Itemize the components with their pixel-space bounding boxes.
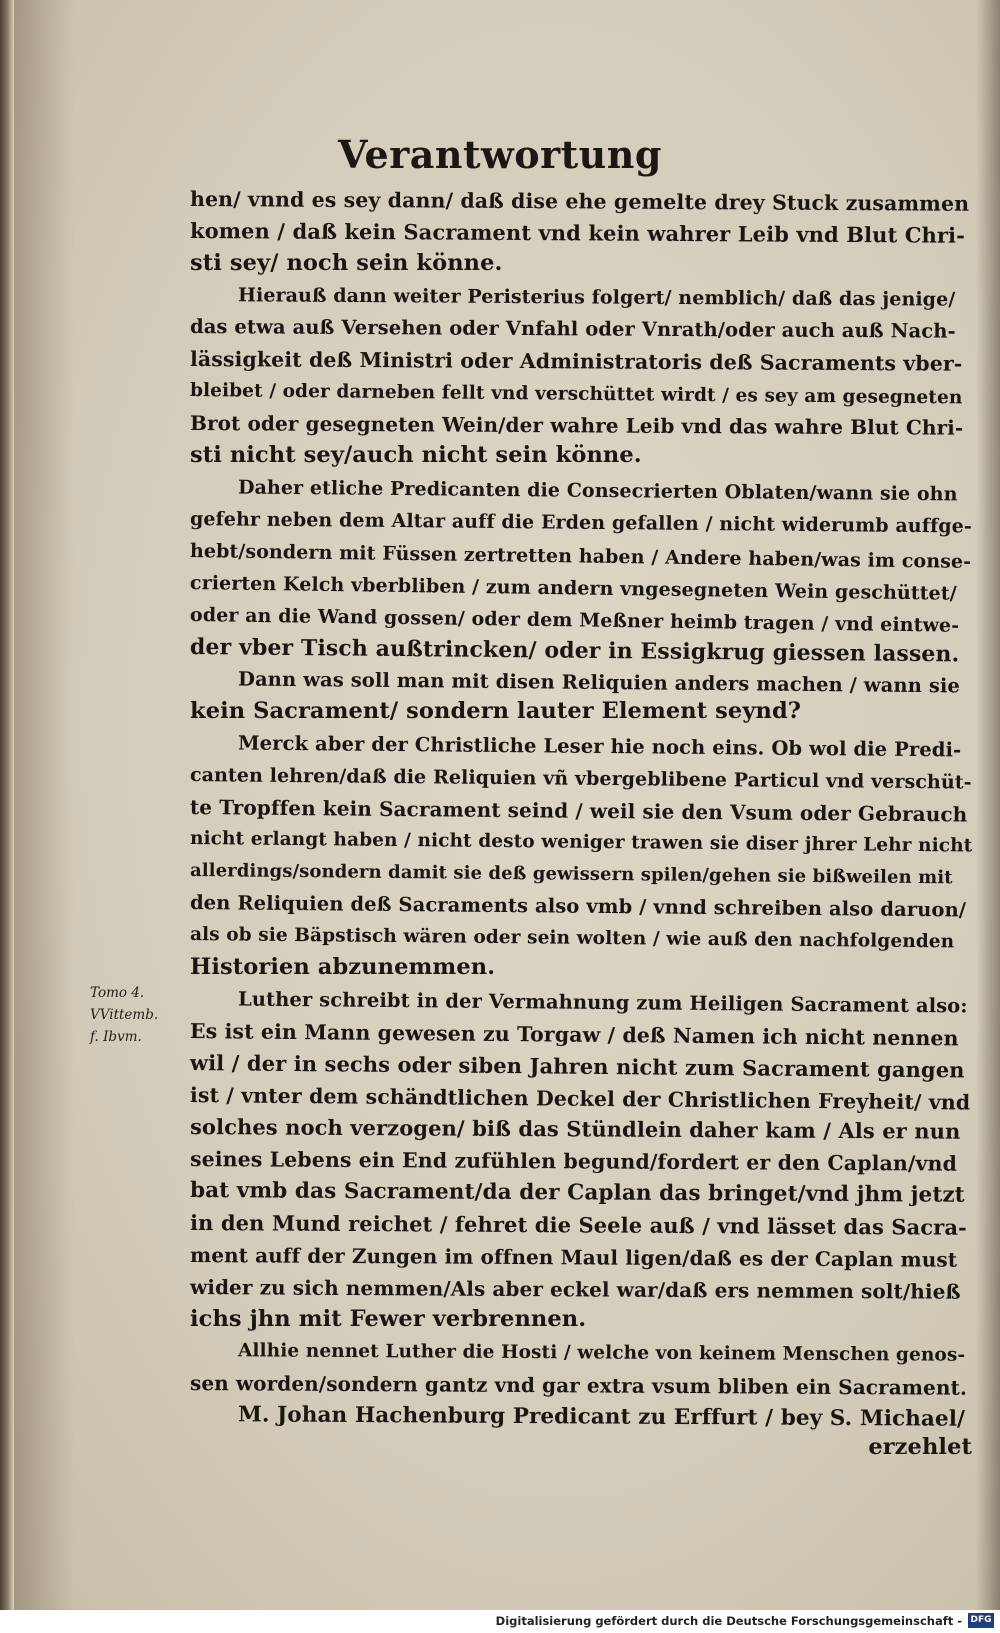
page-edge-shadow [976, 0, 1000, 1610]
text-line: lässigkeit deß Ministri oder Administratoris deß Sacraments vber- [189, 347, 963, 376]
text-line: sen worden/sondern gantz vnd gar extra vsum bliben ein Sacrament. [189, 1371, 968, 1400]
marginal-note [90, 982, 180, 1048]
text-line: in den Mund reichet / fehret die Seele auß / vnd lässet das Sacra- [189, 1210, 967, 1240]
text-line: wil / der in sechs oder siben Jahren nicht zum Sacrament gangen [189, 1050, 965, 1083]
page-gutter-shadow [14, 0, 74, 1610]
marginal-note-line: f. Ibvm. [90, 1029, 142, 1045]
running-head: Verantwortung [338, 132, 662, 177]
text-line: Es ist ein Mann gewesen zu Torgaw / deß Namen ich nicht nennen [189, 1019, 959, 1051]
text-line: hen/ vnnd es sey dann/ daß dise ehe gemelte drey Stuck zusammen [189, 187, 970, 216]
text-line: Daher etliche Predicanten die Consecrierten Oblaten/wann sie ohn [237, 476, 958, 506]
text-line: Luther schreibt in der Vermahnung zum Heiligen Sacrament also: [237, 987, 968, 1018]
text-line: bleibet / oder darneben fellt vnd verschüttet wirdt / es sey am gesegneten [189, 380, 963, 409]
text-line: der vber Tisch außtrincken/ oder in Essigkrug giessen lassen. [189, 634, 960, 668]
text-line: canten lehren/daß die Reliquien vñ vbergeblibene Particul vnd verschüt- [189, 764, 972, 794]
text-line: das etwa auß Versehen oder Vnfahl oder Vnrath/oder auch auß Nach- [189, 315, 956, 343]
text-line: komen / daß kein Sacrament vnd kein wahrer Leib vnd Blut Chri- [189, 218, 966, 248]
text-line: als ob sie Bäpstisch wären oder sein wolten / wie auß den nachfolgenden [189, 924, 955, 953]
text-line: ichs jhn mit Fewer verbrennen. [190, 1306, 587, 1332]
text-line: nicht erlangt haben / nicht desto weniger trawen sie diser jhrer Lehr nicht [189, 828, 973, 857]
marginal-note-line: VVittemb. [90, 1007, 159, 1023]
text-line: crierten Kelch vberbliben / zum andern vngesegneten Wein geschüttet/ [189, 572, 957, 605]
text-line: Hierauß dann weiter Peristerius folgert/ nemblich/ daß das jenige/ [237, 284, 956, 311]
text-line: Allhie nennet Luther die Hosti / welche von keinem Menschen genos- [237, 1340, 966, 1366]
marginal-note-line: Tomo 4. [90, 985, 145, 1001]
text-line: Dann was soll man mit disen Reliquien anders machen / wann sie [237, 667, 961, 698]
body-text [190, 183, 972, 1463]
text-line: den Reliquien deß Sacraments also vmb / vnnd schreiben also daruon/ [189, 891, 967, 922]
text-line: gefehr neben dem Altar auff die Erden gefallen / nicht widerumb auffge- [189, 508, 972, 538]
funding-credit: Digitalisierung gefördert durch die Deutsche Forschungsgemeinschaft - [495, 1614, 962, 1628]
text-line: hebt/sondern mit Füssen zertretten haben / Andere haben/was im conse- [189, 540, 972, 573]
text-line: oder an die Wand gossen/ oder dem Meßner heimb tragen / vnd eintwe- [189, 604, 960, 637]
text-line: allerdings/sondern damit sie deß gewissern spilen/gehen sie bißweilen mit [189, 860, 953, 889]
text-line: sti sey/ noch sein könne. [190, 250, 503, 276]
text-line: erzehlet [868, 1434, 972, 1460]
dfg-logo: DFG [968, 1613, 994, 1628]
text-line: solches noch verzogen/ biß das Stündlein daher kam / Als er nun [189, 1114, 961, 1144]
text-line: sti nicht sey/auch nicht sein könne. [190, 442, 642, 468]
text-line: Merck aber der Christliche Leser hie noch eins. Ob wol die Predi- [237, 731, 962, 762]
text-line: kein Sacrament/ sondern lauter Element seynd? [190, 698, 802, 724]
text-line: ist / vnter dem schändtlichen Deckel der Christlichen Freyheit/ vnd [189, 1083, 971, 1115]
text-line: ment auff der Zungen im offnen Maul ligen/daß es der Caplan must [189, 1243, 958, 1272]
text-line: seines Lebens ein End zufühlen begund/fordert er den Caplan/vnd [189, 1147, 958, 1176]
text-line: M. Johan Hachenburg Predicant zu Erffurt / bey S. Michael/ [237, 1402, 966, 1432]
text-line: Historien abzunemmen. [190, 954, 496, 980]
text-line: wider zu sich nemmen/Als aber eckel war/daß ers nemmen solt/hieß [189, 1275, 961, 1304]
book-binding-edge [0, 0, 14, 1633]
text-line: Brot oder gesegneten Wein/der wahre Leib vnd das wahre Blut Chri- [189, 411, 964, 440]
text-line: bat vmb das Sacrament/da der Caplan das bringet/vnd jhm jetzt [189, 1178, 965, 1208]
text-line: te Tropffen kein Sacrament seind / weil sie den Vsum oder Gebrauch [189, 795, 968, 827]
